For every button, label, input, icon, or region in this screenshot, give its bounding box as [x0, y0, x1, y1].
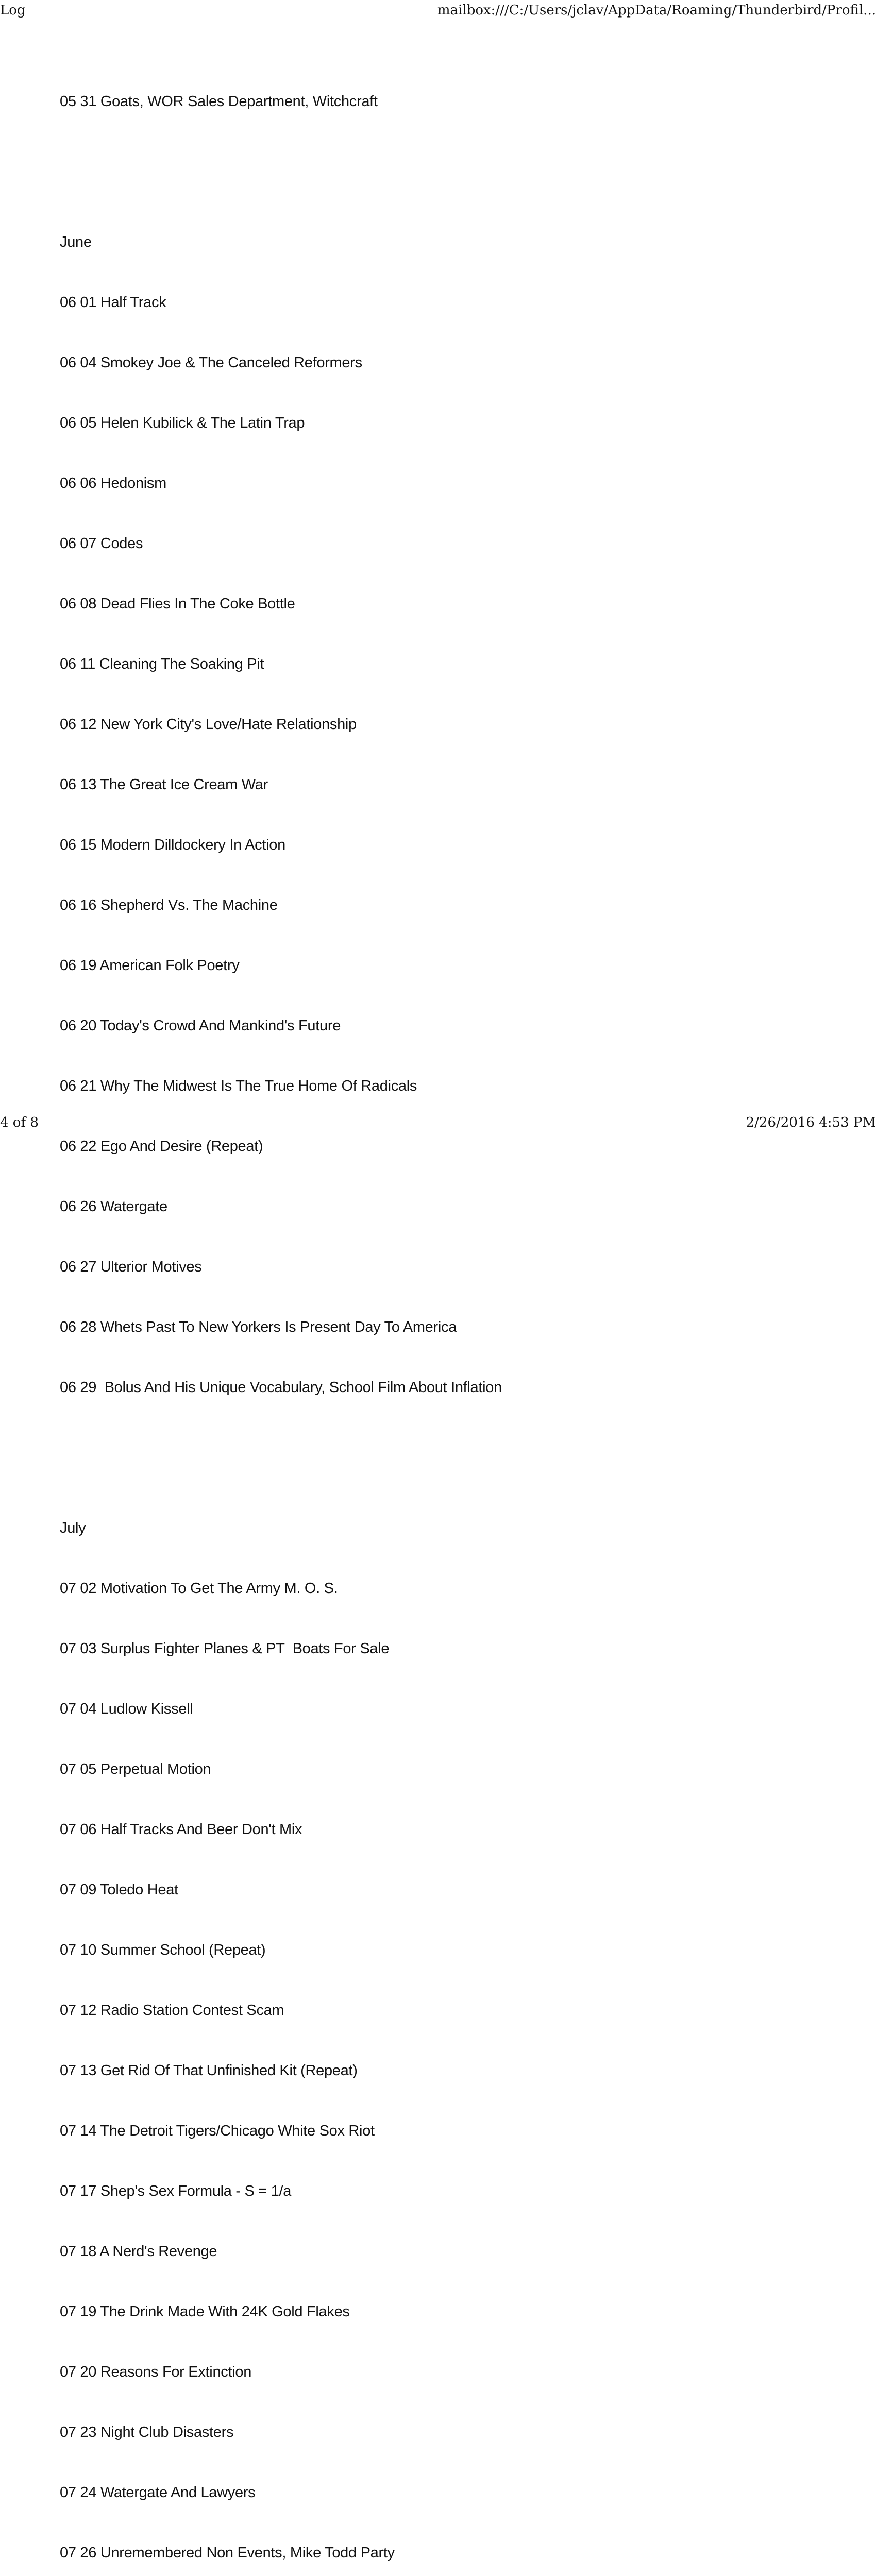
log-entry: 07 24 Watergate And Lawyers — [60, 2484, 256, 2501]
log-entry: 06 13 The Great Ice Cream War — [60, 776, 268, 793]
log-entry: 07 26 Unremembered Non Events, Mike Todd Party — [60, 2545, 395, 2561]
log-entry: 06 28 Whets Past To New Yorkers Is Present Day To America — [60, 1319, 457, 1335]
log-entry: 06 29 Bolus And His Unique Vocabulary, School Film About Inflation — [60, 1379, 502, 1396]
log-entry: 06 21 Why The Midwest Is The True Home Of Radicals — [60, 1078, 417, 1094]
header-url: mailbox:///C:/Users/jclav/AppData/Roaming/Thunderbird/Profil... — [437, 3, 876, 18]
log-entry: 07 06 Half Tracks And Beer Don't Mix — [60, 1821, 302, 1838]
month-heading-july: July — [60, 1520, 86, 1536]
spacer — [60, 1438, 833, 1458]
log-entry: 07 18 A Nerd's Revenge — [60, 2243, 217, 2260]
log-entry: 06 08 Dead Flies In The Coke Bottle — [60, 596, 295, 612]
log-entry: 07 17 Shep's Sex Formula - S = 1/a — [60, 2183, 292, 2199]
log-entry: 07 05 Perpetual Motion — [60, 1761, 211, 1777]
log-entry: 07 19 The Drink Made With 24K Gold Flakes — [60, 2303, 350, 2320]
log-entry: 06 11 Cleaning The Soaking Pit — [60, 656, 264, 672]
log-entry: 05 31 Goats, WOR Sales Department, Witchcraft — [60, 93, 378, 110]
log-entry: 07 02 Motivation To Get The Army M. O. S. — [60, 1580, 338, 1597]
log-entry: 06 20 Today's Crowd And Mankind's Future — [60, 1018, 341, 1034]
log-entry: 06 15 Modern Dilldockery In Action — [60, 837, 285, 853]
log-entry: 06 19 American Folk Poetry — [60, 957, 240, 974]
log-entry: 06 01 Half Track — [60, 294, 166, 311]
log-entry: 06 16 Shepherd Vs. The Machine — [60, 897, 278, 913]
log-entry: 06 27 Ulterior Motives — [60, 1259, 202, 1275]
log-entry: 07 10 Summer School (Repeat) — [60, 1942, 266, 1958]
log-content — [60, 52, 833, 2576]
log-entry: 06 12 New York City's Love/Hate Relationship — [60, 716, 357, 733]
header-title: Log — [0, 3, 26, 18]
page-number: 4 of 8 — [0, 1115, 39, 1130]
log-entry: 06 06 Hedonism — [60, 475, 166, 492]
log-entry: 06 04 Smokey Joe & The Canceled Reformers — [60, 354, 362, 371]
log-entry: 07 04 Ludlow Kissell — [60, 1701, 193, 1717]
log-entry: 06 05 Helen Kubilick & The Latin Trap — [60, 415, 305, 431]
spacer — [60, 152, 833, 172]
log-entry: 07 09 Toledo Heat — [60, 1882, 178, 1898]
log-entry: 06 26 Watergate — [60, 1198, 167, 1215]
log-entry: 06 07 Codes — [60, 535, 143, 552]
log-entry: 06 22 Ego And Desire (Repeat) — [60, 1138, 263, 1155]
log-entry: 07 12 Radio Station Contest Scam — [60, 2002, 284, 2019]
print-datetime: 2/26/2016 4:53 PM — [746, 1115, 876, 1130]
month-heading-june: June — [60, 234, 92, 250]
log-entry: 07 14 The Detroit Tigers/Chicago White Sox Riot — [60, 2123, 375, 2139]
log-entry: 07 03 Surplus Fighter Planes & PT Boats For Sale — [60, 1640, 390, 1657]
log-entry: 07 23 Night Club Disasters — [60, 2424, 234, 2441]
log-entry: 07 20 Reasons For Extinction — [60, 2364, 252, 2380]
log-entry: 07 13 Get Rid Of That Unfinished Kit (Repeat) — [60, 2062, 358, 2079]
